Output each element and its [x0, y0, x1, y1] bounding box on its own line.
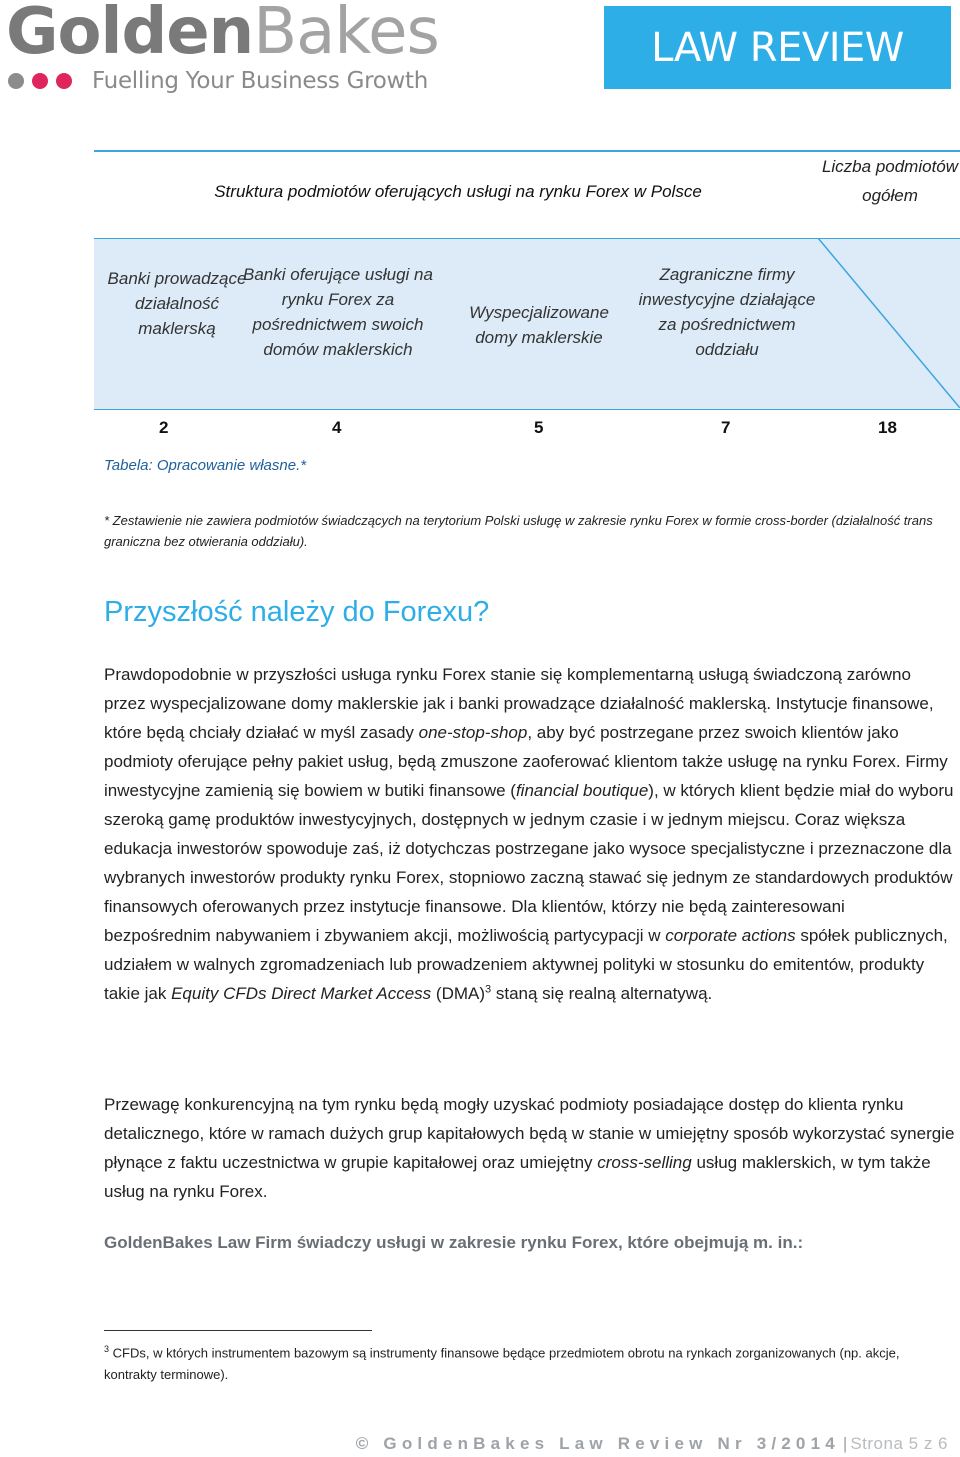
logo-wordmark	[6, 0, 439, 68]
table-col-brokerage-houses: Wyspecjalizowane domy maklerskie	[469, 303, 609, 347]
paragraph-2: Przewagę konkurencyjną na tym rynku będą mogły uzyskać podmioty posiadające dostęp do klienta rynku detalicznego, które w ramach dużych grup kapitałowych będą w stanie w umiejętny sposób wykorzystać synergie płynące z faktu uczestnictwa w grupie kapitałowej oraz umiejętny cross-selling usług maklerskich, w tym także usług na rynku Forex.	[104, 1095, 955, 1201]
table-col-banks-forex: Banki oferujące usługi na rynku Forex za pośrednictwem swoich domów maklerskich	[243, 265, 433, 359]
footer-copyright: © GoldenBakes Law Review Nr 3/2014	[355, 1434, 840, 1453]
footnote-ref: 3	[485, 983, 492, 996]
table-value-brokerage-houses: 5	[534, 418, 544, 437]
logo-dot-pink	[56, 73, 72, 89]
section-heading: Przyszłość należy do Forexu?	[104, 596, 490, 628]
footnote-rule	[104, 1330, 372, 1331]
table-caption: Tabela: Opracowanie własne.*	[104, 457, 307, 474]
logo-dots	[8, 73, 72, 89]
table-diagonal-cell	[818, 238, 960, 408]
logo-dot-grey	[8, 73, 24, 89]
table-title: Struktura podmiotów oferujących usługi na rynku Forex w Polsce	[214, 182, 702, 201]
logo-dot-pink	[32, 73, 48, 89]
goldenbakes-logo	[6, 0, 439, 102]
table-col-foreign-firms: Zagraniczne firmy inwestycyjne działające za pośrednictwem oddziału	[638, 265, 816, 359]
table-total-header: Liczba podmiotów ogółem	[821, 157, 959, 205]
logo-tagline: Fuelling Your Business Growth	[92, 68, 429, 94]
footnote: $^3$ CFDs, w których instrumentem bazowym są instrumenty finansowe będące przedmiotem obrotu na rynkach zorganizowanych (np. akcje, kontrakty terminowe).	[104, 1344, 900, 1383]
paragraph-1: Prawdopodobnie w przyszłości usługa rynku Forex stanie się komplementarną usługą świadczoną zarówno przez wyspecjalizowane domy maklerskie jak i banki prowadzące działalność maklerską. Instytucje finansowe, które będą chciały działać w myśl zasady one-stop-shop, aby być postrzegane przez swoich klientów jako podmioty oferujące pełny pakiet usług, będą zmuszone zaoferować klientom także usługę na rynku Forex. Firmy inwestycyjne zamienią się bowiem w butiki finansowe (financial boutique), w których klient będzie miał do wyboru szeroką gamę produktów inwestycyjnych, dostępnych w jednym czasie i w jednym miejscu. Coraz większa edukacja inwestorów spowoduje zaś, iż dotychczas postrzegane jako wysoce specjalistyczne i przeznaczone dla wybranych inwestorów produkty rynku Forex, stopniowo zaczną stawać się jednym ze standardowych produktów finansowych oferowanych przez instytucje finansowe. Dla klientów, którzy nie będą zainteresowani bezpośrednim nabywaniem i zbywaniem akcji, możliwością partycypacji w corporate actions spółek publicznych, udziałem w walnych zgromadzeniach lub prowadzeniem aktywnej polityki w stosunku do emitentów, produkty takie jak Equity CFDs Direct Market Access (DMA)$^3$ staną się realną alternatywą.	[104, 665, 954, 1003]
page-footer	[356, 1434, 948, 1454]
logo-word-bakes: Bakes	[253, 0, 439, 69]
table-value-foreign-firms: 7	[721, 418, 731, 437]
table-col-banks-brokerage: Banki prowadzące działalność maklerską	[107, 269, 247, 338]
page-number: Strona 5 z 6	[850, 1434, 948, 1453]
law-review-banner: LAW REVIEW	[604, 6, 951, 89]
table-value-total: 18	[878, 418, 897, 437]
table-value-banks-forex: 4	[332, 418, 342, 437]
services-intro: GoldenBakes Law Firm świadczy usługi w zakresie rynku Forex, które obejmują m. in.:	[104, 1233, 804, 1252]
table-note: * Zestawienie nie zawiera podmiotów świadczących na terytorium Polski usługę w zakresie rynku Forex w formie cross-border (działalność trans graniczna bez otwierania oddziału).	[104, 513, 933, 549]
footer-separator: |	[842, 1434, 848, 1453]
table-value-banks-brokerage: 2	[159, 418, 169, 437]
logo-word-golden: Golden	[6, 0, 254, 69]
